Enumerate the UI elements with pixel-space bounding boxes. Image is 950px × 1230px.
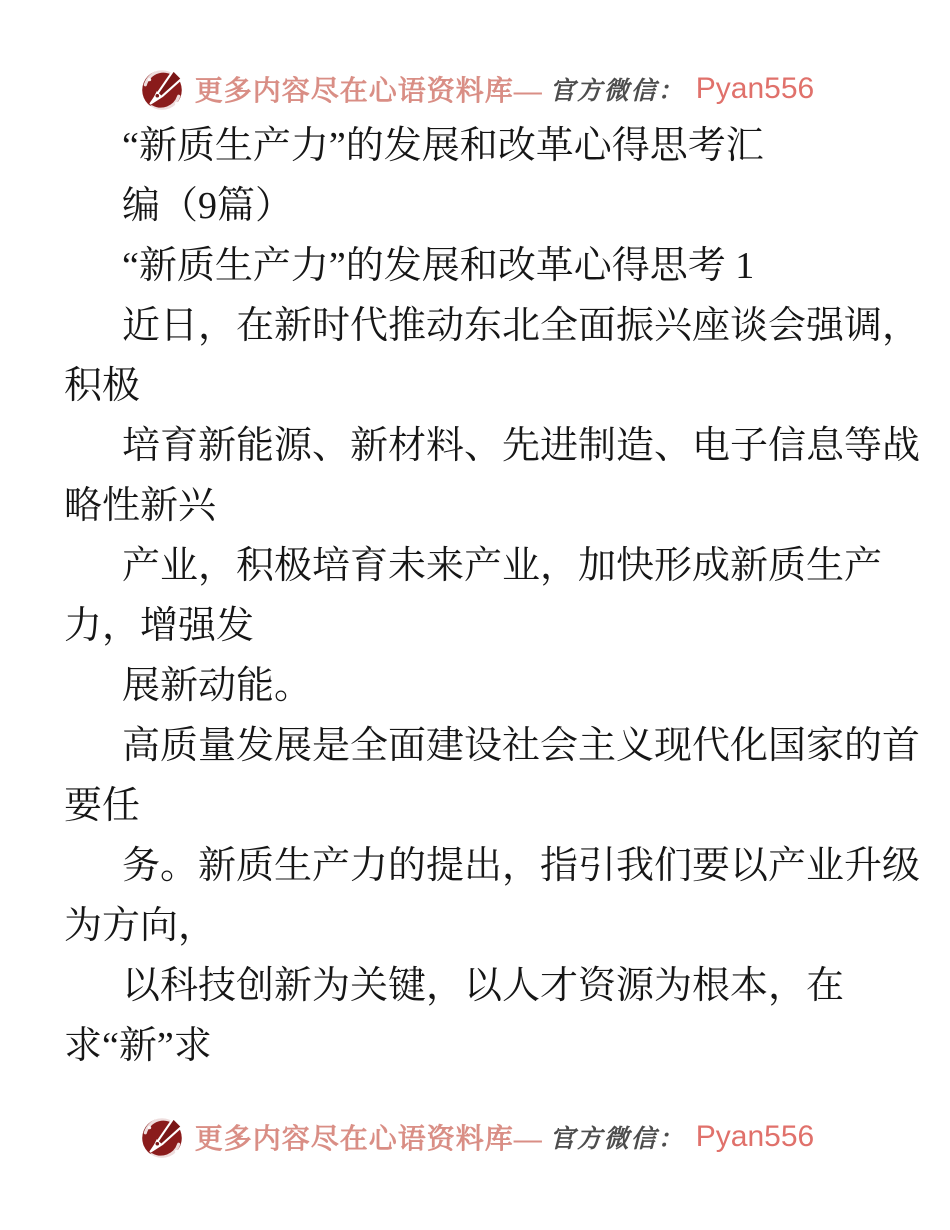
text-line: 高质量发展是全面建设社会主义现代化国家的首 — [122, 725, 921, 767]
text-line: 展新动能。 — [122, 665, 313, 707]
wechat-label: 官方微信： — [549, 1124, 685, 1153]
text-line: 积极 — [64, 365, 141, 407]
text-line: 要任 — [64, 785, 141, 827]
document-body — [64, 116, 921, 1076]
text-line: 以科技创新为关键，以人才资源为根本，在 — [122, 965, 845, 1007]
wechat-label: 官方微信： — [549, 76, 685, 105]
text-line: 为方向， — [64, 905, 217, 947]
text-line: “新质生产力”的发展和改革心得思考汇 — [122, 125, 764, 167]
text-line: 培育新能源、新材料、先进制造、电子信息等战 — [122, 425, 921, 467]
text-line: 编（9篇） — [122, 185, 294, 227]
text-line: 务。新质生产力的提出，指引我们要以产业升级 — [122, 845, 921, 887]
text-line: 力，增强发 — [64, 605, 255, 647]
text-line: 求“新”求 — [64, 1025, 212, 1067]
pen-seal-icon — [136, 1112, 188, 1162]
text-line: “新质生产力”的发展和改革心得思考 1 — [122, 245, 755, 287]
text-line: 略性新兴 — [64, 485, 217, 527]
brand-text: 更多内容尽在心语资料库— — [194, 76, 543, 107]
brand-text: 更多内容尽在心语资料库— — [194, 1124, 543, 1155]
text-line: 产业，积极培育未来产业，加快形成新质生产 — [122, 545, 883, 587]
pen-seal-icon — [136, 64, 188, 114]
watermark-header — [0, 64, 950, 114]
wechat-id: Pyan556 — [695, 1120, 815, 1153]
watermark-footer — [0, 1112, 950, 1162]
text-line: 近日，在新时代推动东北全面振兴座谈会强调， — [122, 305, 921, 347]
wechat-id: Pyan556 — [695, 72, 815, 105]
